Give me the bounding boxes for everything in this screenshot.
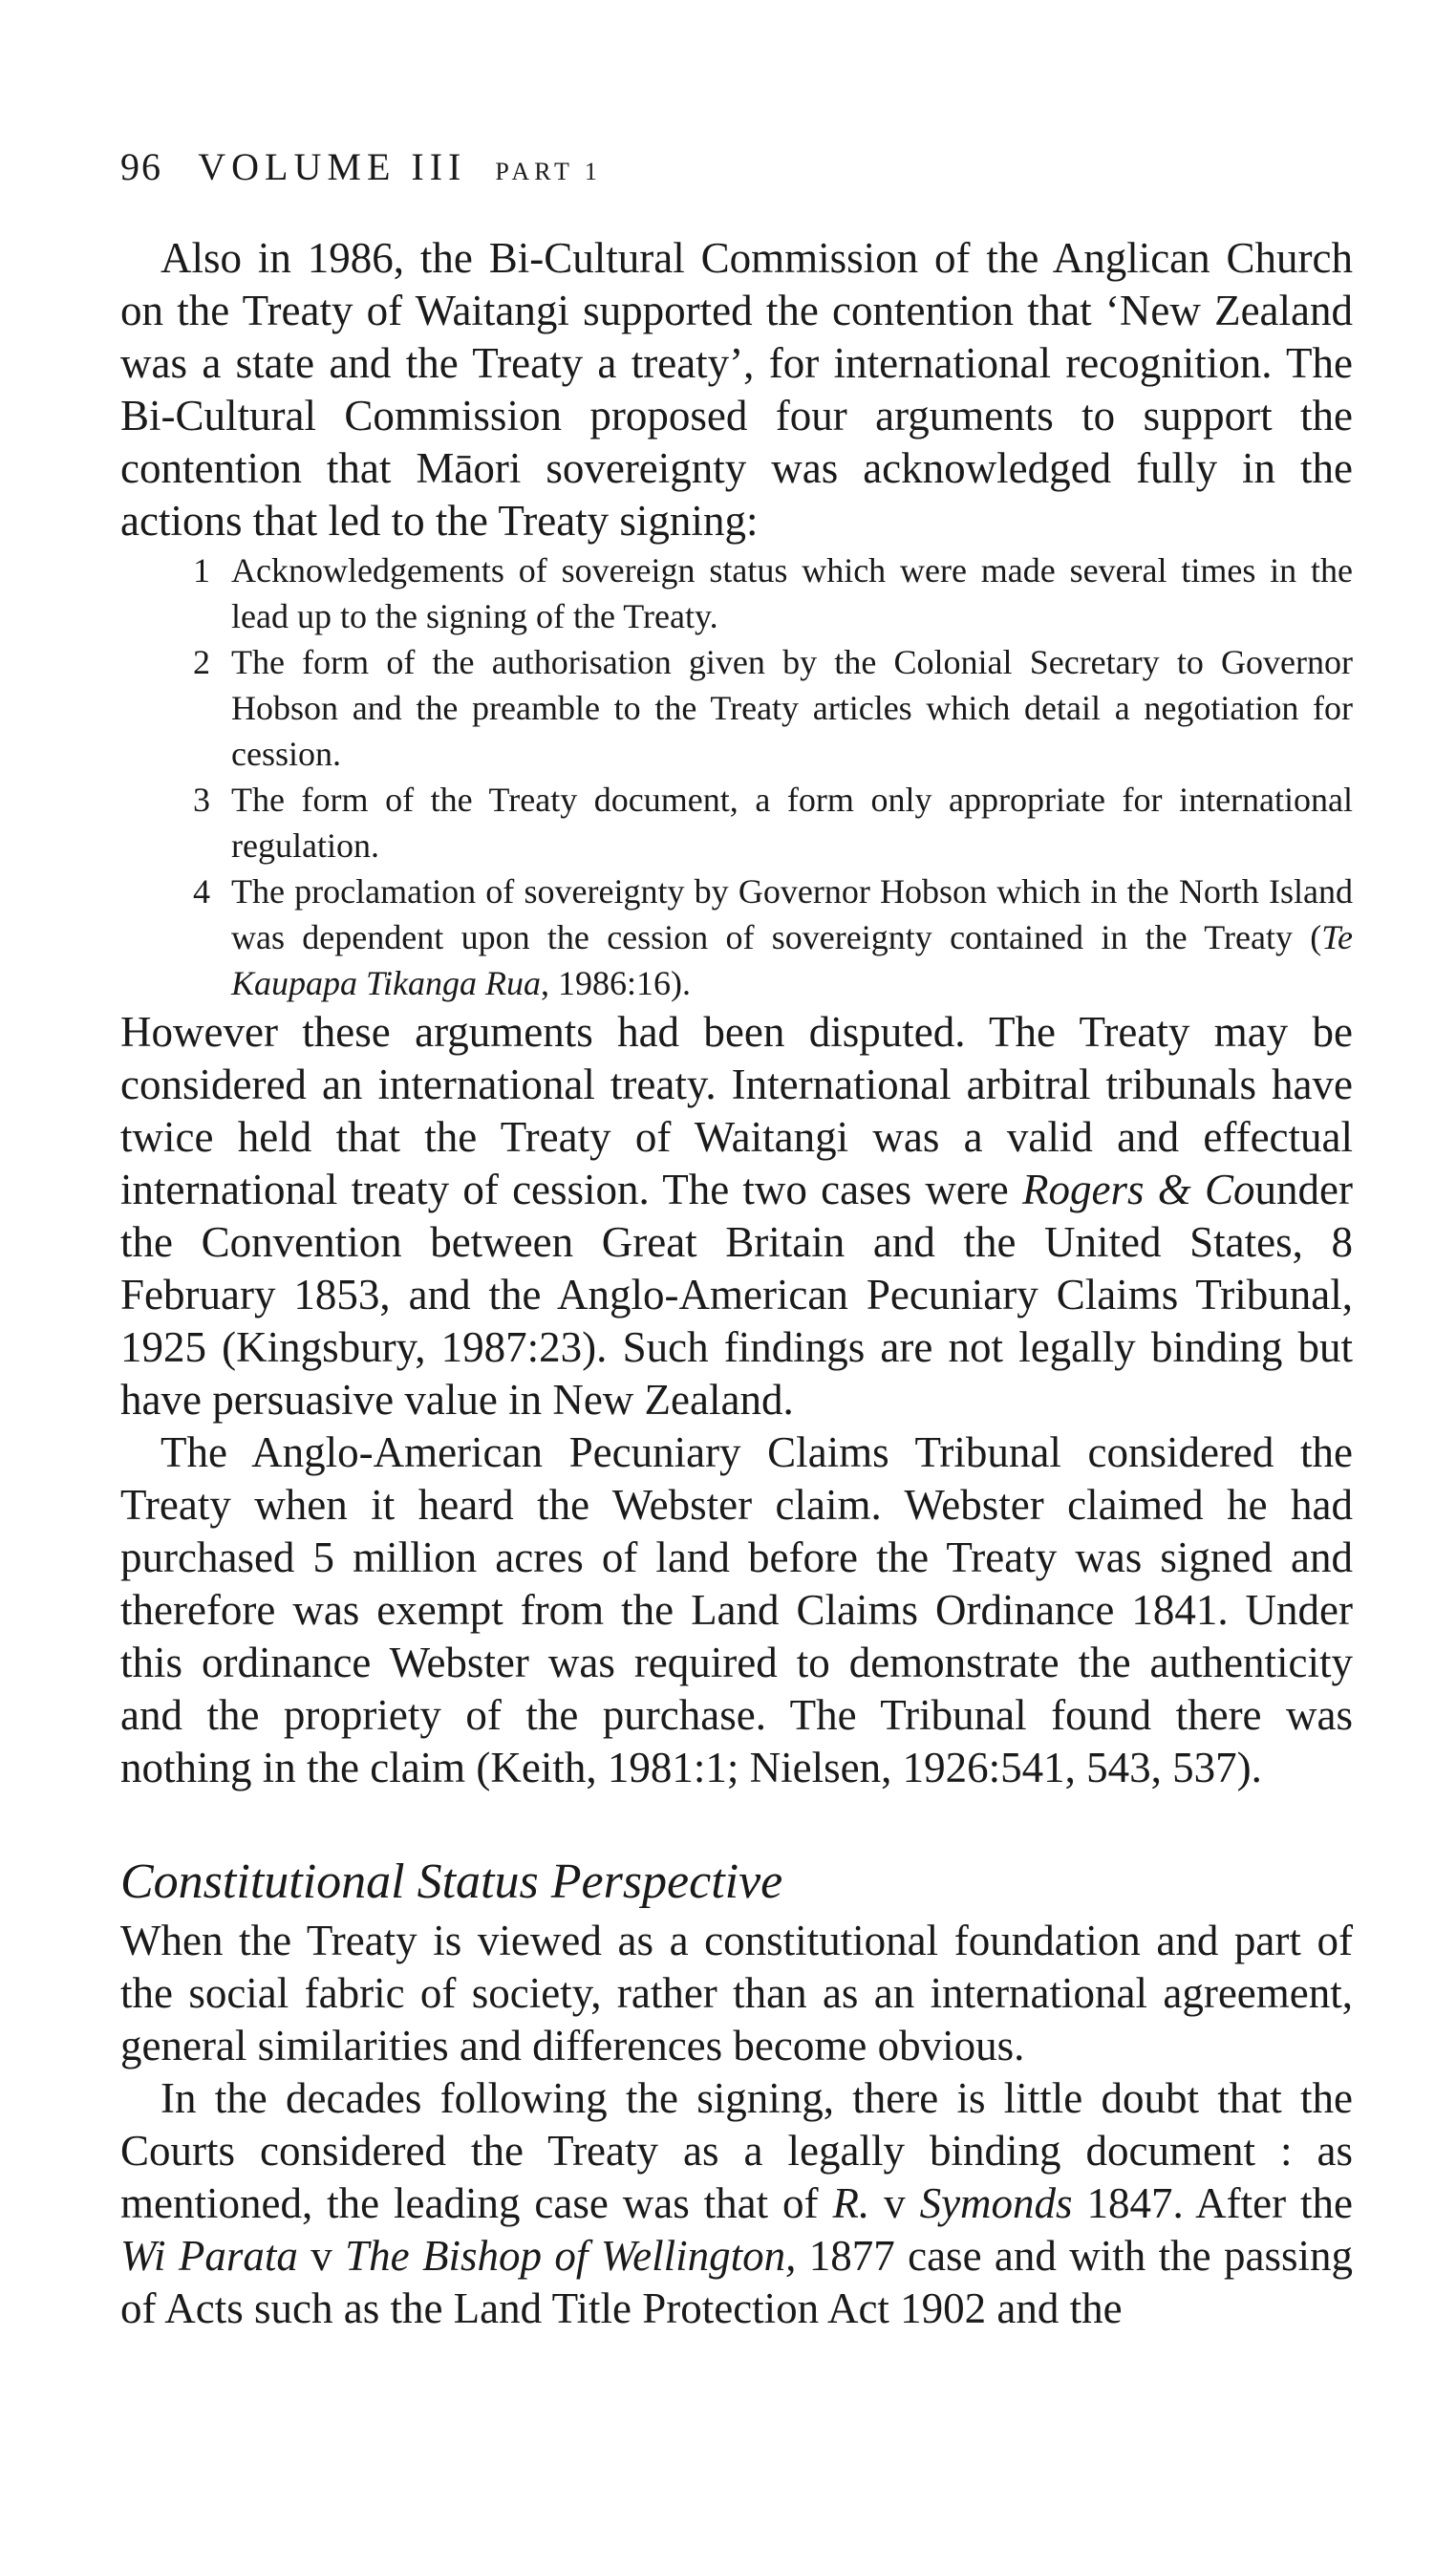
list-item (193, 868, 1353, 1006)
paragraph-4: When the Treaty is viewed as a constitutional foundation and part of the social fabric of society, rather than as an international agreement, general similarities and differences become obvious. (120, 1917, 1353, 2069)
paragraph-3: The Anglo-American Pecuniary Claims Tribunal considered the Treaty when it heard the Webster claim. Webster claimed he had purchased 5 million acres of land before the Treaty was signed and therefore was exempt from the Land Claims Ordinance 1841. Under this ordinance Webster was required to demonstrate the authenticity and the propriety of the purchase. The Tribunal found there was nothing in the claim (Keith, 1981:1; Nielsen, 1926:541, 543, 537). (120, 1428, 1353, 1791)
list-item (193, 777, 1353, 868)
paragraph-1: Also in 1986, the Bi-Cultural Commission of the Anglican Church on the Treaty of Waitangi supported the contention that ‘New Zealand was a state and the Treaty a treaty’, for international recognition. The Bi-Cultural Commission proposed four arguments to support the contention that Māori sovereignty was acknowledged fully in the actions that led to the Treaty signing: (120, 234, 1353, 545)
case-name: Wi Parata (120, 2232, 298, 2280)
document-page (120, 143, 1353, 2335)
list-number: 3 (193, 781, 210, 819)
list-number: 1 (193, 551, 210, 590)
citation-title: Te Kaupapa Tikanga Rua (231, 918, 1353, 1002)
list-text: The form of the authorisation given by the Colonial Secretary to Governor Hobson and the preamble to the Treaty articles which detail a negotiation for cession. (231, 643, 1353, 773)
volume-label: VOLUME III (198, 145, 467, 188)
arguments-list (120, 547, 1353, 1006)
part-label: PART 1 (495, 158, 602, 185)
list-text: The form of the Treaty document, a form only appropriate for international regulation. (231, 781, 1353, 865)
paragraph-5: In the decades following the signing, there is little doubt that the Courts considered the Treaty as a legally binding document : as mentioned, the leading case was that of R. v Symonds 1847. After the Wi Parata v The Bishop of Wellington, 1877 case and with the passing of Acts such as the Land Title Protection Act 1902 and the (120, 2074, 1353, 2332)
case-name: Rogers & Co (1022, 1166, 1255, 1213)
list-text: Acknowledgements of sovereign status which were made several times in the lead up to the signing of the Treaty. (231, 551, 1353, 635)
list-number: 4 (193, 872, 210, 911)
case-name: R. (832, 2179, 870, 2227)
case-name: The Bishop of Wellington, (345, 2232, 797, 2280)
running-header (120, 143, 1353, 196)
paragraph-2: However these arguments had been disputed. The Treaty may be considered an international treaty. International arbitral tribunals have twice held that the Treaty of Waitangi was a valid and effectual international treaty of cession. The two cases were Rogers & Counder the Convention between Great Britain and the United States, 8 February 1853, and the Anglo-American Pecuniary Claims Tribunal, 1925 (Kingsbury, 1987:23). Such findings are not legally binding but have persuasive value in New Zealand. (120, 1008, 1353, 1424)
section-heading: Constitutional Status Perspective (120, 1855, 783, 1909)
list-item (193, 639, 1353, 777)
list-number: 2 (193, 643, 210, 681)
case-name: Symonds (919, 2179, 1073, 2227)
page-number: 96 (120, 145, 162, 188)
list-item (193, 547, 1353, 639)
list-text: The proclamation of sovereignty by Governor Hobson which in the North Island was dependent upon the cession of sovereignty contained in the Treaty (Te Kaupapa Tikanga Rua, 1986:16). (231, 872, 1353, 1002)
